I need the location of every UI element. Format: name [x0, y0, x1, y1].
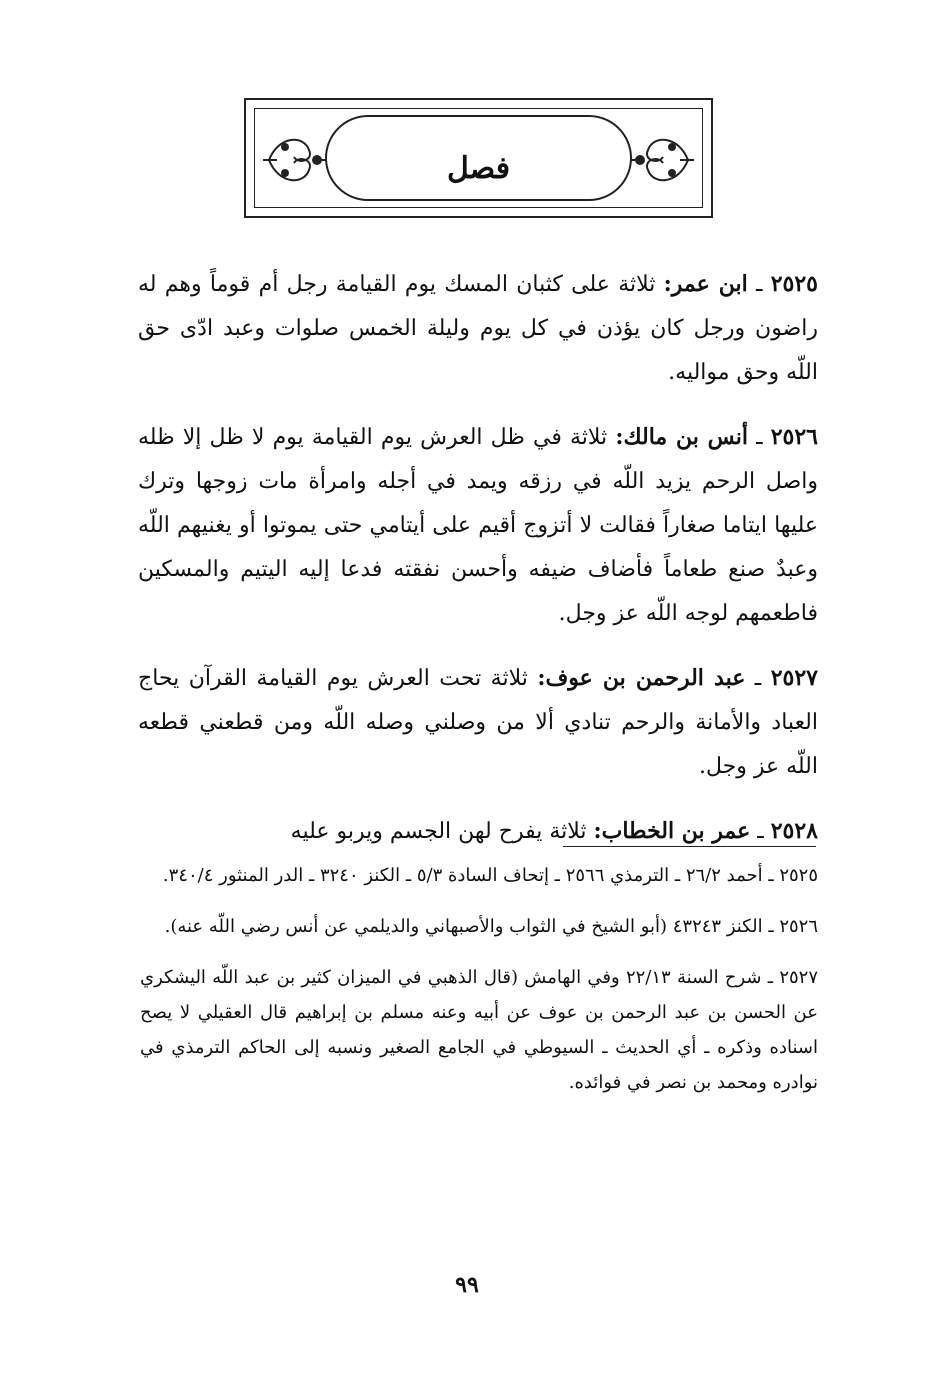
- footnote-divider: [563, 846, 816, 847]
- hadith-entries: [138, 262, 818, 874]
- entry-text: ثلاثة تحت العرش يوم القيامة القرآن يحاج العباد والأمانة والرحم تنادي ألا من وصلني وصله اللّه ومن قطعني قطعه اللّه عز وجل.: [138, 666, 818, 779]
- hadith-entry: ٢٥٢٥ ـ ابن عمر: ثلاثة على كثبان المسك يوم القيامة رجل أم قوماً وهم له راضون ورجل كان يؤذن في كل يوم وليلة الخمس صلوات وعبد ادّى حق اللّه وحق مواليه.: [138, 271, 818, 385]
- arabesque-ornament-icon: [259, 125, 329, 195]
- chapter-header-frame: [244, 98, 713, 218]
- footnote: ٢٥٢٦ ـ الكنز ٤٣٢٤٣ (أبو الشيخ في الثواب والأصبهاني والديلمي عن أنس رضي اللّه عنه).: [164, 916, 818, 937]
- entry-text: ثلاثة يفرح لهن الجسم ويربو عليه: [290, 819, 587, 844]
- entry-narrator: أنس بن مالك:: [615, 424, 748, 450]
- arabesque-ornament-icon: [628, 125, 698, 195]
- footnotes: [140, 858, 818, 1116]
- hadith-entry: ٢٥٢٨ ـ عمر بن الخطاب: ثلاثة يفرح لهن الجسم ويربو عليه: [290, 818, 818, 844]
- chapter-title: فصل: [446, 151, 511, 186]
- entry-narrator: عمر بن الخطاب:: [593, 818, 751, 844]
- entry-narrator: ابن عمر:: [663, 271, 748, 297]
- entry-number: ٢٥٢٥: [770, 271, 818, 297]
- entry-text: ثلاثة على كثبان المسك يوم القيامة رجل أم قوماً وهم له راضون ورجل كان يؤذن في كل يوم وليلة الخمس صلوات وعبد ادّى حق اللّه وحق مواليه.: [138, 272, 818, 385]
- hadith-entry: ٢٥٢٧ ـ عبد الرحمن بن عوف: ثلاثة تحت العرش يوم القيامة القرآن يحاج العباد والأمانة والرحم تنادي ألا من وصلني وصله اللّه ومن قطعني قطعه اللّه عز وجل.: [138, 665, 818, 779]
- header-oval-frame: [325, 115, 632, 201]
- footnote: ٢٥٢٧ ـ شرح السنة ٢٢/١٣ وفي الهامش (قال الذهبي في الميزان كثير بن عبد اللّه اليشكري عن الحسن بن عبد الرحمن بن عوف عن أبيه وعنه مسلم بن إبراهيم قال العقيلي لا يصح اسناده وذكره ـ أي الحديث ـ السيوطي في الجامع الصغير ونسبه إلى الحاكم الترمذي في نوادره ومحمد بن نصر في فوائده.: [140, 967, 818, 1093]
- header-inner-border: [254, 108, 703, 208]
- entry-narrator: عبد الرحمن بن عوف:: [537, 665, 746, 691]
- page-number: ٩٩: [455, 1272, 479, 1298]
- entry-number: ٢٥٢٨: [770, 818, 818, 844]
- entry-number: ٢٥٢٧: [770, 665, 818, 691]
- entry-text: ثلاثة في ظل العرش يوم القيامة يوم لا ظل إلا ظله واصل الرحم يزيد اللّه في رزقه ويمد في أجله وامرأة مات زوجها وترك عليها ايتاما صغاراً فقالت لا أتزوج أقيم على أيتامي حتى يموتوا أو يغنيهم اللّه وعبدٌ صنع طعاماً فأضاف ضيفه وأحسن نفقته فدعا إليه اليتيم والمسكين فاطعمهم لوجه اللّه عز وجل.: [138, 425, 818, 626]
- hadith-entry: ٢٥٢٦ ـ أنس بن مالك: ثلاثة في ظل العرش يوم القيامة يوم لا ظل إلا ظله واصل الرحم يزيد اللّه في رزقه ويمد في أجله وامرأة مات زوجها وترك عليها ايتاما صغاراً فقالت لا أتزوج أقيم على أيتامي حتى يموتوا أو يغنيهم اللّه وعبدٌ صنع طعاماً فأضاف ضيفه وأحسن نفقته فدعا إليه اليتيم والمسكين فاطعمهم لوجه اللّه عز وجل.: [138, 424, 818, 626]
- footnote: ٢٥٢٥ ـ أحمد ٢٦/٢ ـ الترمذي ٢٥٦٦ ـ إتحاف السادة ٥/٣ ـ الكنز ٣٢٤٠ ـ الدر المنثور ٣٤٠/٤.: [162, 865, 818, 886]
- entry-number: ٢٥٢٦: [770, 424, 818, 450]
